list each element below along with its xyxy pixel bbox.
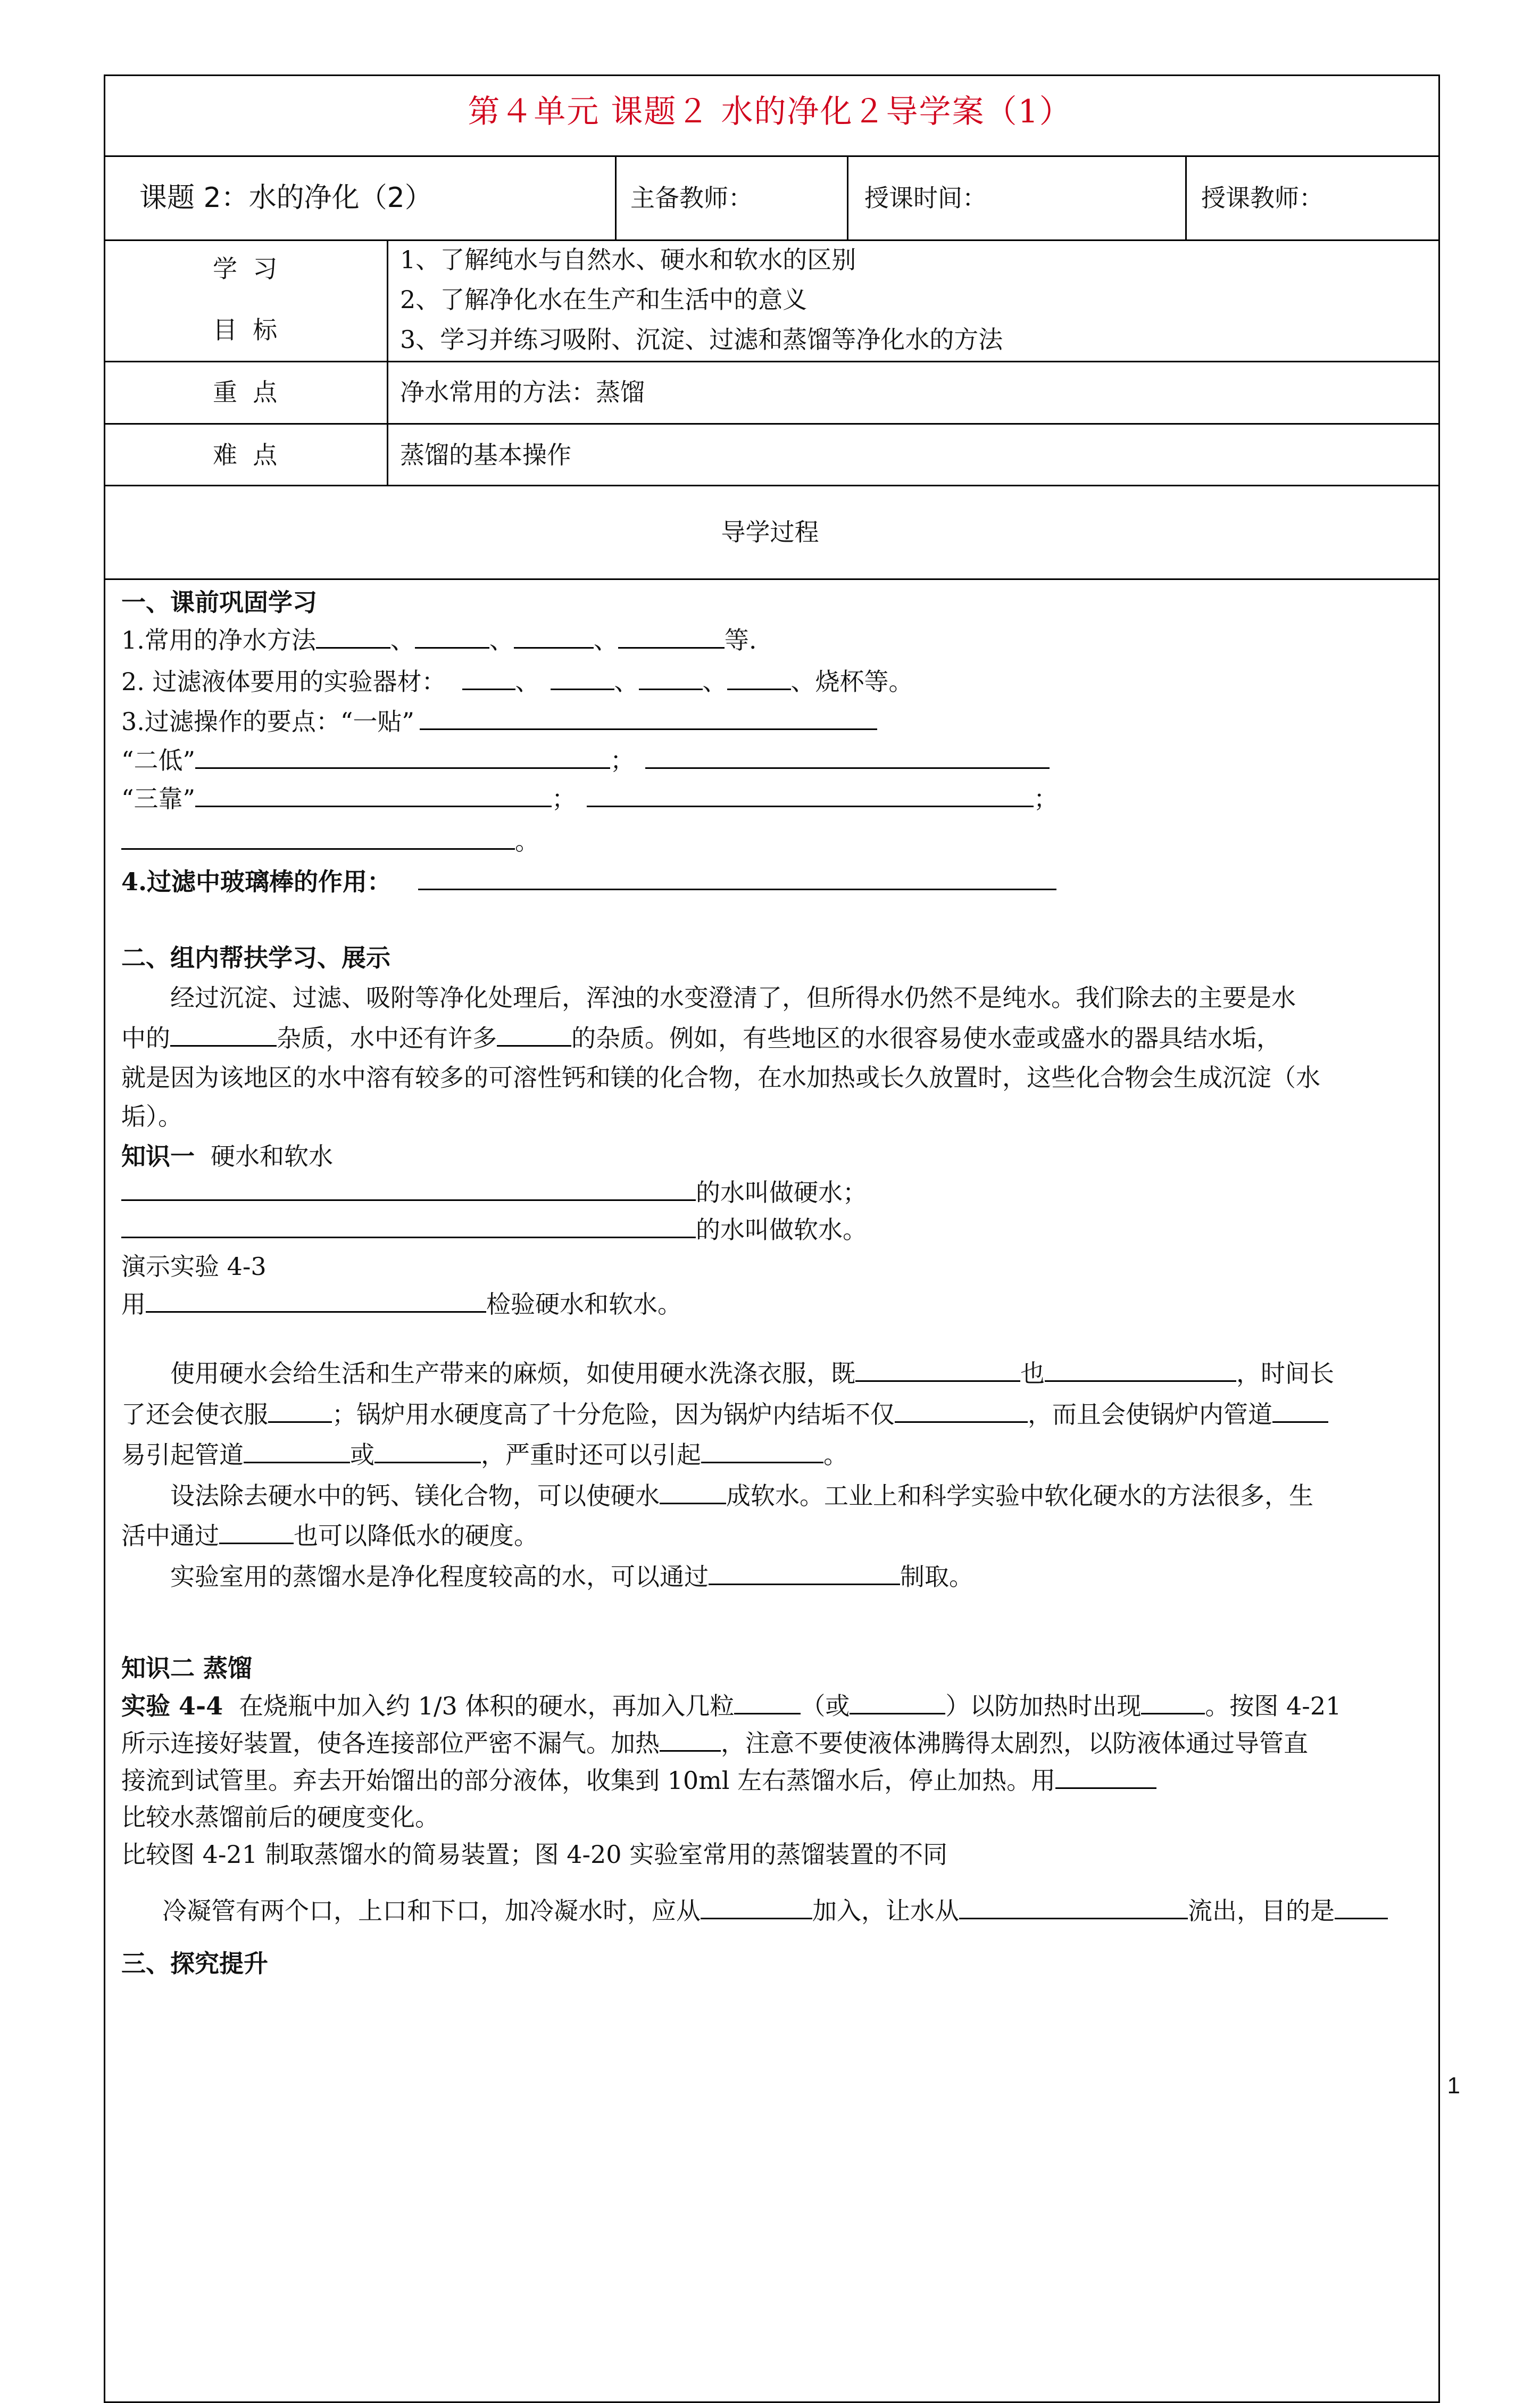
- answer-blank[interactable]: [195, 744, 610, 769]
- paragraph-line: 垢）。: [121, 1102, 182, 1131]
- hard-water-definition: [121, 1176, 867, 1208]
- knowledge-2-heading: 知识二 蒸馏: [121, 1654, 253, 1683]
- answer-blank[interactable]: [1055, 1764, 1156, 1789]
- two-low-label: “二低”: [121, 746, 196, 775]
- page-number: 1: [1447, 2073, 1460, 2099]
- knowledge-1-heading: [121, 1140, 333, 1172]
- question-1-prefix: 1.常用的净水方法: [121, 626, 316, 654]
- row-divider: [104, 361, 1440, 362]
- difficulty-label: 难 点: [213, 441, 278, 469]
- answer-blank[interactable]: [121, 1213, 696, 1238]
- answer-blank[interactable]: [639, 665, 703, 690]
- text: 活中通过: [121, 1521, 219, 1550]
- answer-blank[interactable]: [645, 744, 1050, 769]
- paragraph-line: 就是因为该地区的水中溶有较多的可溶性钙和镁的化合物，在水加热或长久放置时，这些化合物会生成沉淀（水: [121, 1063, 1320, 1092]
- question-3-two-low: [121, 744, 1050, 776]
- answer-blank[interactable]: [268, 1398, 332, 1423]
- question-3-continued: [121, 825, 539, 857]
- text: 在烧瓶中加入约 1/3 体积的硬水，再加入几粒: [239, 1692, 735, 1720]
- question-2-prefix: 2. 过滤液体要用的实验器材：: [121, 667, 446, 696]
- text: ，注意不要使液体沸腾得太剧烈，以防液体通过导管直: [721, 1729, 1308, 1758]
- section3-heading: 三、探究提升: [121, 1949, 268, 1978]
- text: 成软水。工业上和科学实验中软化硬水的方法很多，生: [726, 1481, 1313, 1510]
- text: 的杂质。例如，有些地区的水很容易使水壶或盛水的器具结水垢，: [571, 1024, 1281, 1053]
- row-divider: [104, 239, 1440, 241]
- text: 冷凝管有两个口，上口和下口，加冷凝水时，应从: [162, 1896, 701, 1925]
- text: 制取。: [900, 1562, 973, 1591]
- paragraph-line: [121, 1022, 1281, 1054]
- text: 实验室用的蒸馏水是净化程度较高的水，可以通过: [170, 1562, 709, 1591]
- answer-blank[interactable]: [1272, 1398, 1328, 1423]
- text: 加入，让水从: [812, 1896, 959, 1925]
- lesson-time-label: 授课时间：: [864, 184, 987, 212]
- answer-blank[interactable]: [587, 782, 1034, 807]
- separator: 、: [515, 667, 540, 696]
- text: 用: [121, 1290, 146, 1319]
- text: 杂质，水中还有许多: [277, 1024, 497, 1053]
- objectives-label: 学 习: [213, 254, 278, 283]
- col-divider: [615, 155, 617, 241]
- question-4-text: 4.过滤中玻璃棒的作用：: [121, 867, 392, 896]
- answer-blank[interactable]: [244, 1438, 350, 1463]
- row-divider: [104, 423, 1440, 425]
- knowledge-1-label: 知识一: [121, 1142, 195, 1171]
- text: 接流到试管里。弃去开始馏出的部分液体，收集到 10ml 左右蒸馏水后，停止加热。用: [121, 1766, 1056, 1795]
- text: 使用硬水会给生活和生产带来的麻烦，如使用硬水洗涤衣服，既: [170, 1359, 855, 1388]
- objective-item: 1、了解纯水与自然水、硬水和软水的区别: [400, 245, 856, 274]
- row-divider: [104, 485, 1440, 486]
- text: ，严重时还可以引起: [481, 1440, 701, 1469]
- question-2: [121, 665, 913, 698]
- paragraph-line: 经过沉淀、过滤、吸附等净化处理后，浑浊的水变澄清了，但所得水仍然不是纯水。我们除去的主要是水: [170, 983, 1296, 1012]
- section1-heading: 一、课前巩固学习: [121, 588, 317, 617]
- difficulty-text: 蒸馏的基本操作: [400, 441, 571, 469]
- text: 也可以降低水的硬度。: [294, 1521, 538, 1550]
- soft-water-definition: [121, 1213, 867, 1246]
- key-point-text: 净水常用的方法：蒸馏: [400, 378, 645, 407]
- answer-blank[interactable]: [374, 1438, 481, 1463]
- answer-blank[interactable]: [618, 624, 725, 649]
- answer-blank[interactable]: [497, 1022, 571, 1047]
- text: ）以防加热时出现: [945, 1692, 1142, 1720]
- paragraph-line: [121, 1519, 538, 1552]
- question-3-prefix: 3.过滤操作的要点：“一贴”: [121, 707, 414, 736]
- section2-heading: 二、组内帮扶学习、展示: [121, 943, 390, 972]
- answer-blank[interactable]: [701, 1438, 823, 1463]
- answer-blank[interactable]: [219, 1519, 294, 1544]
- answer-blank[interactable]: [514, 624, 594, 649]
- text: 易引起管道: [121, 1440, 244, 1469]
- text: 中的: [121, 1024, 170, 1053]
- paragraph-line: [121, 1438, 848, 1471]
- text: ；锅炉用水硬度高了十分危险，因为锅炉内结垢不仅: [332, 1400, 895, 1429]
- question-3: [121, 705, 877, 738]
- answer-blank[interactable]: [660, 1479, 726, 1504]
- condenser-question: [162, 1894, 1388, 1927]
- separator: ；: [1034, 784, 1059, 813]
- text: 的水叫做软水。: [696, 1215, 867, 1244]
- objective-item: 2、了解净化水在生产和生活中的意义: [400, 285, 808, 314]
- answer-blank[interactable]: [855, 1357, 1020, 1382]
- col-divider: [847, 155, 848, 241]
- row-divider: [104, 578, 1440, 580]
- answer-blank[interactable]: [462, 665, 515, 690]
- separator: 、: [489, 626, 514, 654]
- question-3-three-lean: [121, 782, 1058, 815]
- question-1: [121, 624, 757, 656]
- experiment-line: [121, 1764, 1156, 1796]
- question-4: [121, 865, 1056, 898]
- answer-blank[interactable]: [146, 1288, 486, 1313]
- test-method: [121, 1288, 682, 1320]
- separator: 、: [390, 626, 415, 654]
- experiment-label: 实验 4-4: [121, 1692, 223, 1720]
- answer-blank[interactable]: [195, 782, 552, 807]
- text: 或: [350, 1440, 374, 1469]
- answer-blank[interactable]: [895, 1398, 1028, 1423]
- objective-item: 3、学习并练习吸附、沉淀、过滤和蒸馏等净化水的方法: [400, 325, 1003, 354]
- answer-blank[interactable]: [1141, 1689, 1205, 1714]
- text: ，时间长: [1236, 1359, 1334, 1388]
- text: 。: [823, 1440, 848, 1469]
- process-title: 导学过程: [721, 518, 819, 546]
- answer-blank[interactable]: [121, 825, 515, 850]
- text: 。按图 4-21: [1205, 1692, 1342, 1720]
- text: 了还会使衣服: [121, 1400, 268, 1429]
- knowledge-1-title: 硬水和软水: [211, 1142, 333, 1171]
- text: 检验硬水和软水。: [486, 1290, 682, 1319]
- answer-blank[interactable]: [727, 665, 791, 690]
- text: ，而且会使锅炉内管道: [1028, 1400, 1272, 1429]
- col-divider: [387, 239, 388, 485]
- answer-blank[interactable]: [1335, 1894, 1388, 1919]
- separator: 、: [614, 667, 639, 696]
- answer-blank[interactable]: [551, 665, 614, 690]
- separator: ；: [610, 746, 635, 775]
- answer-blank[interactable]: [734, 1689, 801, 1714]
- demo-experiment: 演示实验 4-3: [121, 1252, 267, 1281]
- answer-blank[interactable]: [415, 624, 489, 649]
- row-divider: [104, 155, 1440, 157]
- paragraph-line: [170, 1560, 973, 1593]
- paragraph-line: [170, 1479, 1313, 1512]
- answer-blank[interactable]: [420, 705, 877, 730]
- answer-blank[interactable]: [709, 1560, 900, 1585]
- three-lean-label: “三靠”: [121, 784, 196, 813]
- text: 流出，目的是: [1188, 1896, 1335, 1925]
- separator: 、: [593, 626, 618, 654]
- experiment-line: [121, 1727, 1308, 1759]
- separator: 。: [515, 827, 539, 856]
- col-divider: [1185, 155, 1187, 241]
- answer-blank[interactable]: [316, 624, 390, 649]
- course-name: 课题 2：水的净化（2）: [139, 182, 432, 214]
- lead-teacher-label: 主备教师：: [630, 184, 753, 212]
- answer-blank[interactable]: [170, 1022, 277, 1047]
- paragraph-line: [121, 1398, 1328, 1430]
- separator: ；: [552, 784, 577, 813]
- question-2-suffix: 、烧杯等。: [790, 667, 913, 696]
- teacher-label: 授课教师：: [1201, 184, 1323, 212]
- answer-blank[interactable]: [121, 1176, 696, 1201]
- answer-blank[interactable]: [959, 1894, 1188, 1919]
- text: （或: [801, 1692, 850, 1720]
- experiment-line: 比较图 4-21 制取蒸馏水的简易装置；图 4-20 实验室常用的蒸馏装置的不同: [121, 1840, 948, 1869]
- answer-blank[interactable]: [660, 1727, 721, 1752]
- experiment-line: 比较水蒸馏前后的硬度变化。: [121, 1803, 439, 1832]
- answer-blank[interactable]: [418, 865, 1056, 890]
- page-title: 第４单元 课题２ 水的净化２导学案（1）: [468, 93, 1072, 130]
- separator: 、: [702, 667, 727, 696]
- answer-blank[interactable]: [1045, 1357, 1236, 1382]
- experiment-line: [121, 1689, 1341, 1722]
- paragraph-line: [170, 1357, 1334, 1389]
- text: 所示连接好装置，使各连接部位严密不漏气。加热: [121, 1729, 660, 1758]
- answer-blank[interactable]: [701, 1894, 812, 1919]
- answer-blank[interactable]: [850, 1689, 945, 1714]
- objectives-label: 目 标: [213, 316, 278, 344]
- question-1-suffix: 等.: [724, 626, 757, 654]
- text: 的水叫做硬水；: [696, 1178, 867, 1207]
- key-point-label: 重 点: [213, 378, 278, 407]
- text: 设法除去硬水中的钙、镁化合物，可以使硬水: [170, 1481, 660, 1510]
- text: 也: [1020, 1359, 1045, 1388]
